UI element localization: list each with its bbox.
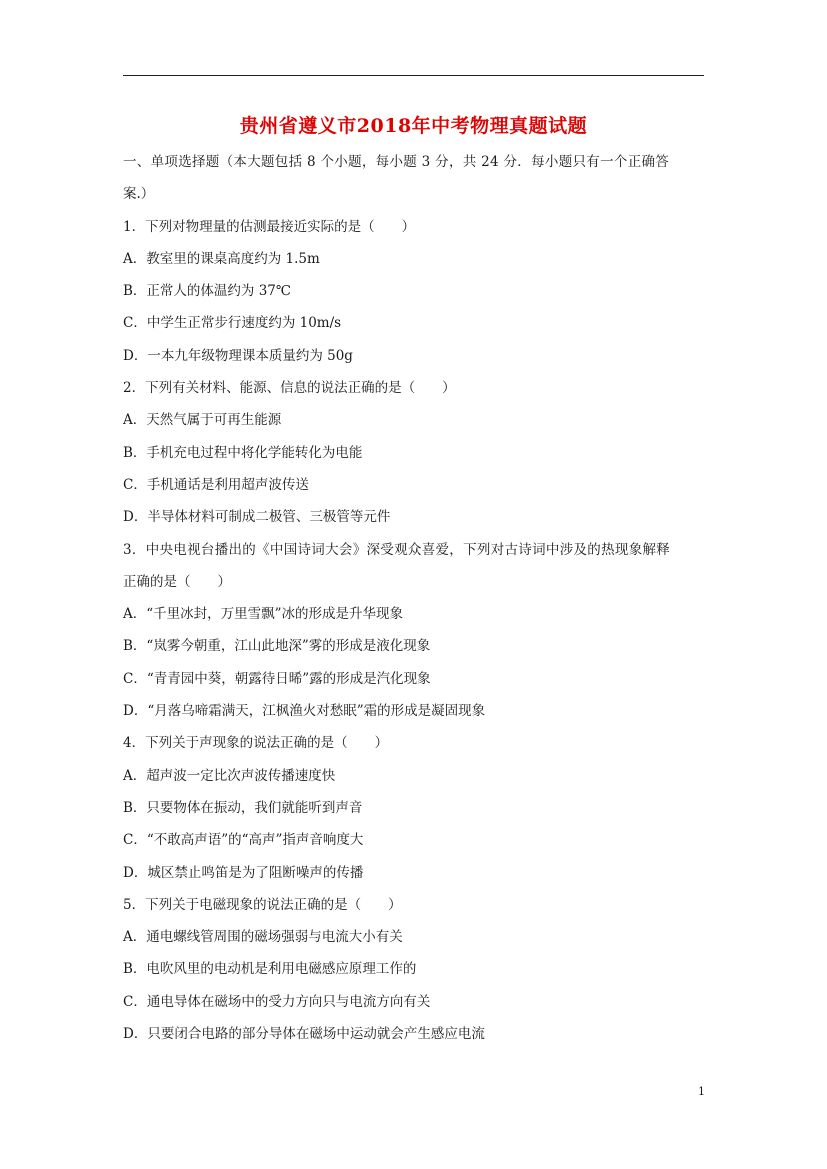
question-1-stem: 1．下列对物理量的估测最接近实际的是（ ） [123,218,416,235]
document-title: 贵州省遵义市2018年中考物理真题试题 [239,115,588,137]
question-2-option-d: D．半导体材料可制成二极管、三极管等元件 [123,509,391,526]
question-1-option-a: A．教室里的课桌高度约为 1.5m [123,250,320,267]
question-4-option-b: B．只要物体在振动，我们就能听到声音 [123,799,363,816]
question-1-option-c: C．中学生正常步行速度约为 10m/s [123,315,342,332]
section-heading-line-1: 一、单项选择题（本大题包括 8 个小题，每小题 3 分，共 24 分．每小题只有一个正确答 [123,154,670,170]
question-2-option-a: A．天然气属于可再生能源 [123,412,282,429]
page-number: 1 [698,1085,705,1098]
question-3-option-c: C．“青青园中葵，朝露待日晞”露的形成是汽化现象 [123,670,431,687]
question-4-option-d: D．城区禁止鸣笛是为了阻断噪声的传播 [123,864,364,881]
question-3-option-b: B．“岚雾今朝重，江山此地深”雾的形成是液化现象 [123,638,431,655]
question-1-option-b: B．正常人的体温约为 37℃ [123,283,291,300]
section-heading-line-2: 案.） [123,186,155,203]
question-2-option-b: B．手机充电过程中将化学能转化为电能 [123,444,363,461]
question-5-option-a: A．通电螺线管周围的磁场强弱与电流大小有关 [123,929,403,946]
question-4-option-a: A．超声波一定比次声波传播速度快 [123,767,336,784]
question-4-option-c: C．“不敢高声语”的“高声”指声音响度大 [123,832,364,849]
exam-content [123,146,704,1050]
question-3-stem-line-1: 3．中央电视台播出的《中国诗词大会》深受观众喜爱，下列对古诗词中涉及的热现象解释 [123,541,671,558]
question-4-stem: 4．下列关于声现象的说法正确的是（ ） [123,735,389,752]
question-2-option-c: C．手机通话是利用超声波传送 [123,476,309,493]
question-5-stem: 5．下列关于电磁现象的说法正确的是（ ） [123,896,402,913]
header-rule [123,75,704,76]
question-1-option-d: D．一本九年级物理课本质量约为 50g [123,347,353,364]
question-5-option-c: C．通电导体在磁场中的受力方向只与电流方向有关 [123,993,431,1010]
question-3-option-d: D．“月落乌啼霜满天，江枫渔火对愁眠”霜的形成是凝固现象 [123,703,486,720]
question-2-stem: 2．下列有关材料、能源、信息的说法正确的是（ ） [123,380,456,397]
question-5-option-b: B．电吹风里的电动机是利用电磁感应原理工作的 [123,961,417,978]
question-3-stem-line-2: 正确的是（ ） [123,573,231,590]
question-3-option-a: A．“千里冰封，万里雪飘”冰的形成是升华现象 [123,606,404,623]
question-5-option-d: D．只要闭合电路的部分导体在磁场中运动就会产生感应电流 [123,1026,485,1043]
